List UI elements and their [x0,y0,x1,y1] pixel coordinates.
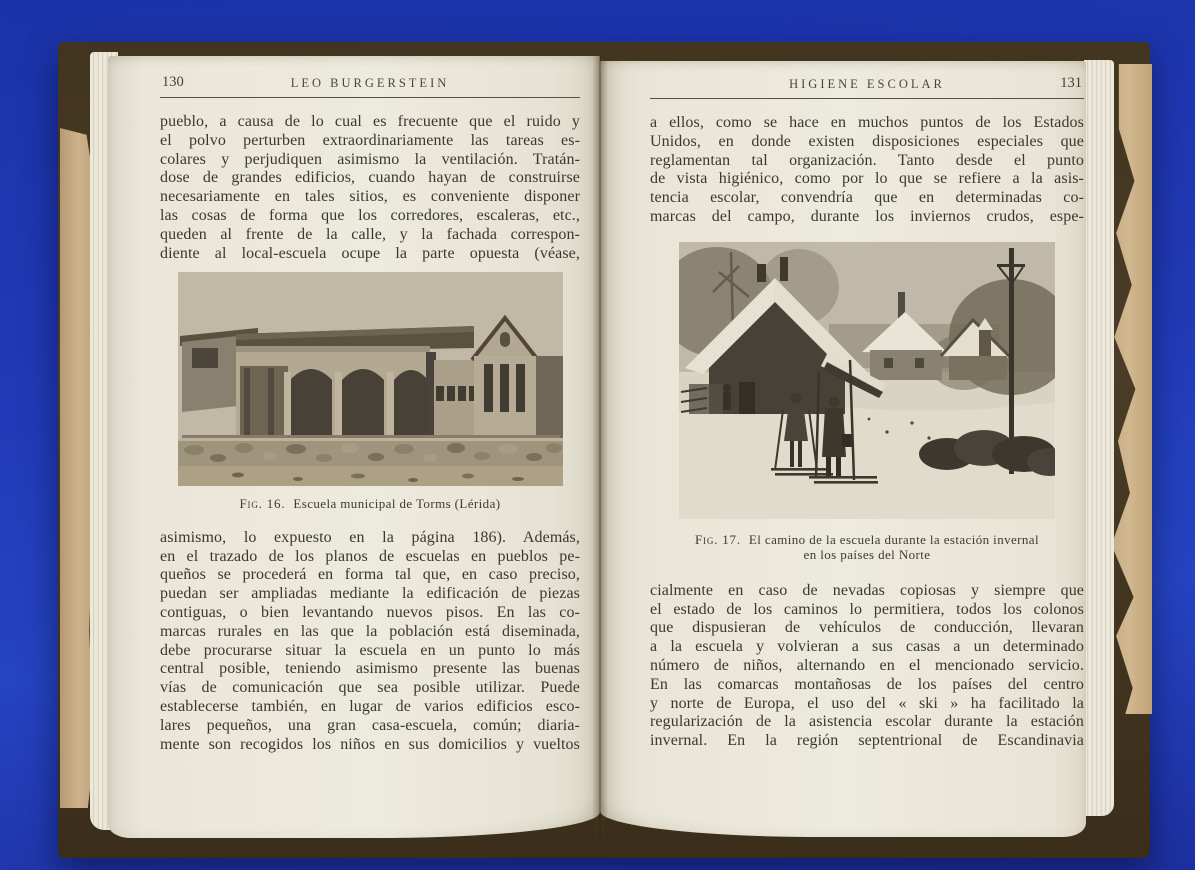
figure-16-photo [178,272,563,486]
page-131 [600,61,1086,837]
text-line: Unidos, en donde existen disposiciones especiales que [650,132,1084,150]
page-number: 131 [1060,75,1082,91]
text-line: dose de grandes edificios, cuando hayan de construirse [160,169,580,187]
figure-16-caption-text: Escuela municipal de Torms (Lérida) [293,496,501,512]
figure-16-label: Fig. 16. [239,496,286,512]
text-line: de vista higiénico, como por lo que se refiere a la asis- [650,170,1084,188]
text-line: colares y perjudiquen asimismo la ventilación. Tratán- [160,150,580,168]
text-column-left [160,74,580,754]
text-line: regularización de la asistencia escolar durante la estación [650,713,1084,731]
header-rule [160,97,580,98]
figure-16 [160,272,580,486]
text-line: que dispusieran de vehículos de conducción, llevaran [650,619,1084,637]
text-line: establecerse también, en lugar de varios edificios esco- [160,698,580,716]
running-header: LEO BURGERSTEIN [290,76,450,90]
paragraph-1 [650,114,1084,227]
text-line: a la escuela y volvieran a sus casas a un determinado [650,638,1084,656]
text-line: número de niños, alternando en el mencionado servicio. [650,656,1084,674]
figure-17-caption-line-1: El camino de la escuela durante la estación invernal [748,531,1039,547]
text-line: a ellos, como se hace en muchos puntos de los Estados [650,114,1084,131]
text-line: pueblo, a causa de lo cual es frecuente que el ruido y [160,113,580,130]
text-line: puedan ser ampliadas mediante la edificación de piezas [160,585,580,603]
figure-16-caption [160,496,580,512]
header-rule [650,98,1084,99]
figure-17 [650,242,1084,519]
text-line: y norte de Europa, el uso del « ski » ha facilitado la [650,694,1084,712]
paragraph-1 [160,113,580,263]
text-column-right [650,75,1084,751]
text-line: el estado de los caminos lo permitiera, todos los colonos [650,600,1084,618]
gutter-shadow [592,56,608,838]
text-line: debe procurarse situar la escuela en un punto lo más [160,641,580,659]
text-line: contiguas, o bien levantando nuevos pisos. En las co- [160,604,580,622]
text-line: necesariamente en tales sitios, es conveniente disponer [160,188,580,206]
text-line: cialmente en caso de nevadas copiosas y siempre que [650,581,1084,599]
page-header-right [650,75,1084,95]
text-line: las cosas de forma que los corredores, escaleras, etc., [160,206,580,224]
text-line: mente son recogidos los niños en sus domicilios y vueltos [160,735,580,753]
figure-17-photo [679,242,1055,519]
text-line: En las comarcas montañosas de los países del centro [650,675,1084,693]
text-line: tencia escolar, convendría que en determinadas co- [650,189,1084,207]
book-spine-edge-left [60,128,94,808]
figure-17-caption-line-2: en los países del Norte [803,547,931,563]
page-130 [108,56,600,838]
text-line: el polvo perturben extraordinariamente las tareas es- [160,131,580,149]
page-header-left [160,74,580,94]
text-line: reglamentan tal organización. Tanto desde el punto [650,151,1084,169]
figure-17-caption [650,532,1084,563]
text-line: central posible, teniendo asimismo presente las buenas [160,660,580,678]
paragraph-2 [160,529,580,755]
text-line: vías de comunicación que sea posible utilizar. Puede [160,679,580,697]
text-line: invernal. En la región septentrional de Escandinavia [650,732,1084,750]
page-number: 130 [162,74,184,90]
text-line: lares pequeños, una gran casa-escuela, común; diaria- [160,716,580,734]
text-line: en el trazado de los planos de escuelas en pueblos pe- [160,547,580,565]
paragraph-2 [650,582,1084,751]
running-header: HIGIENE ESCOLAR [789,77,945,91]
text-line: marcas del campo, durante los inviernos crudos, espe- [650,207,1084,225]
text-line: asimismo, lo expuesto en la página 186). Además, [160,528,580,546]
figure-17-label: Fig. 17. [695,531,741,547]
text-line: marcas rurales en las que la población está diseminada, [160,622,580,640]
page-stack-right [1084,60,1114,816]
text-line: queños se procederá en forma tal que, en caso preciso, [160,566,580,584]
text-line: queden al frente de la calle, y la fachada correspon- [160,225,580,243]
text-line: diente al local-escuela ocupe la parte opuesta (véase, [160,244,580,262]
